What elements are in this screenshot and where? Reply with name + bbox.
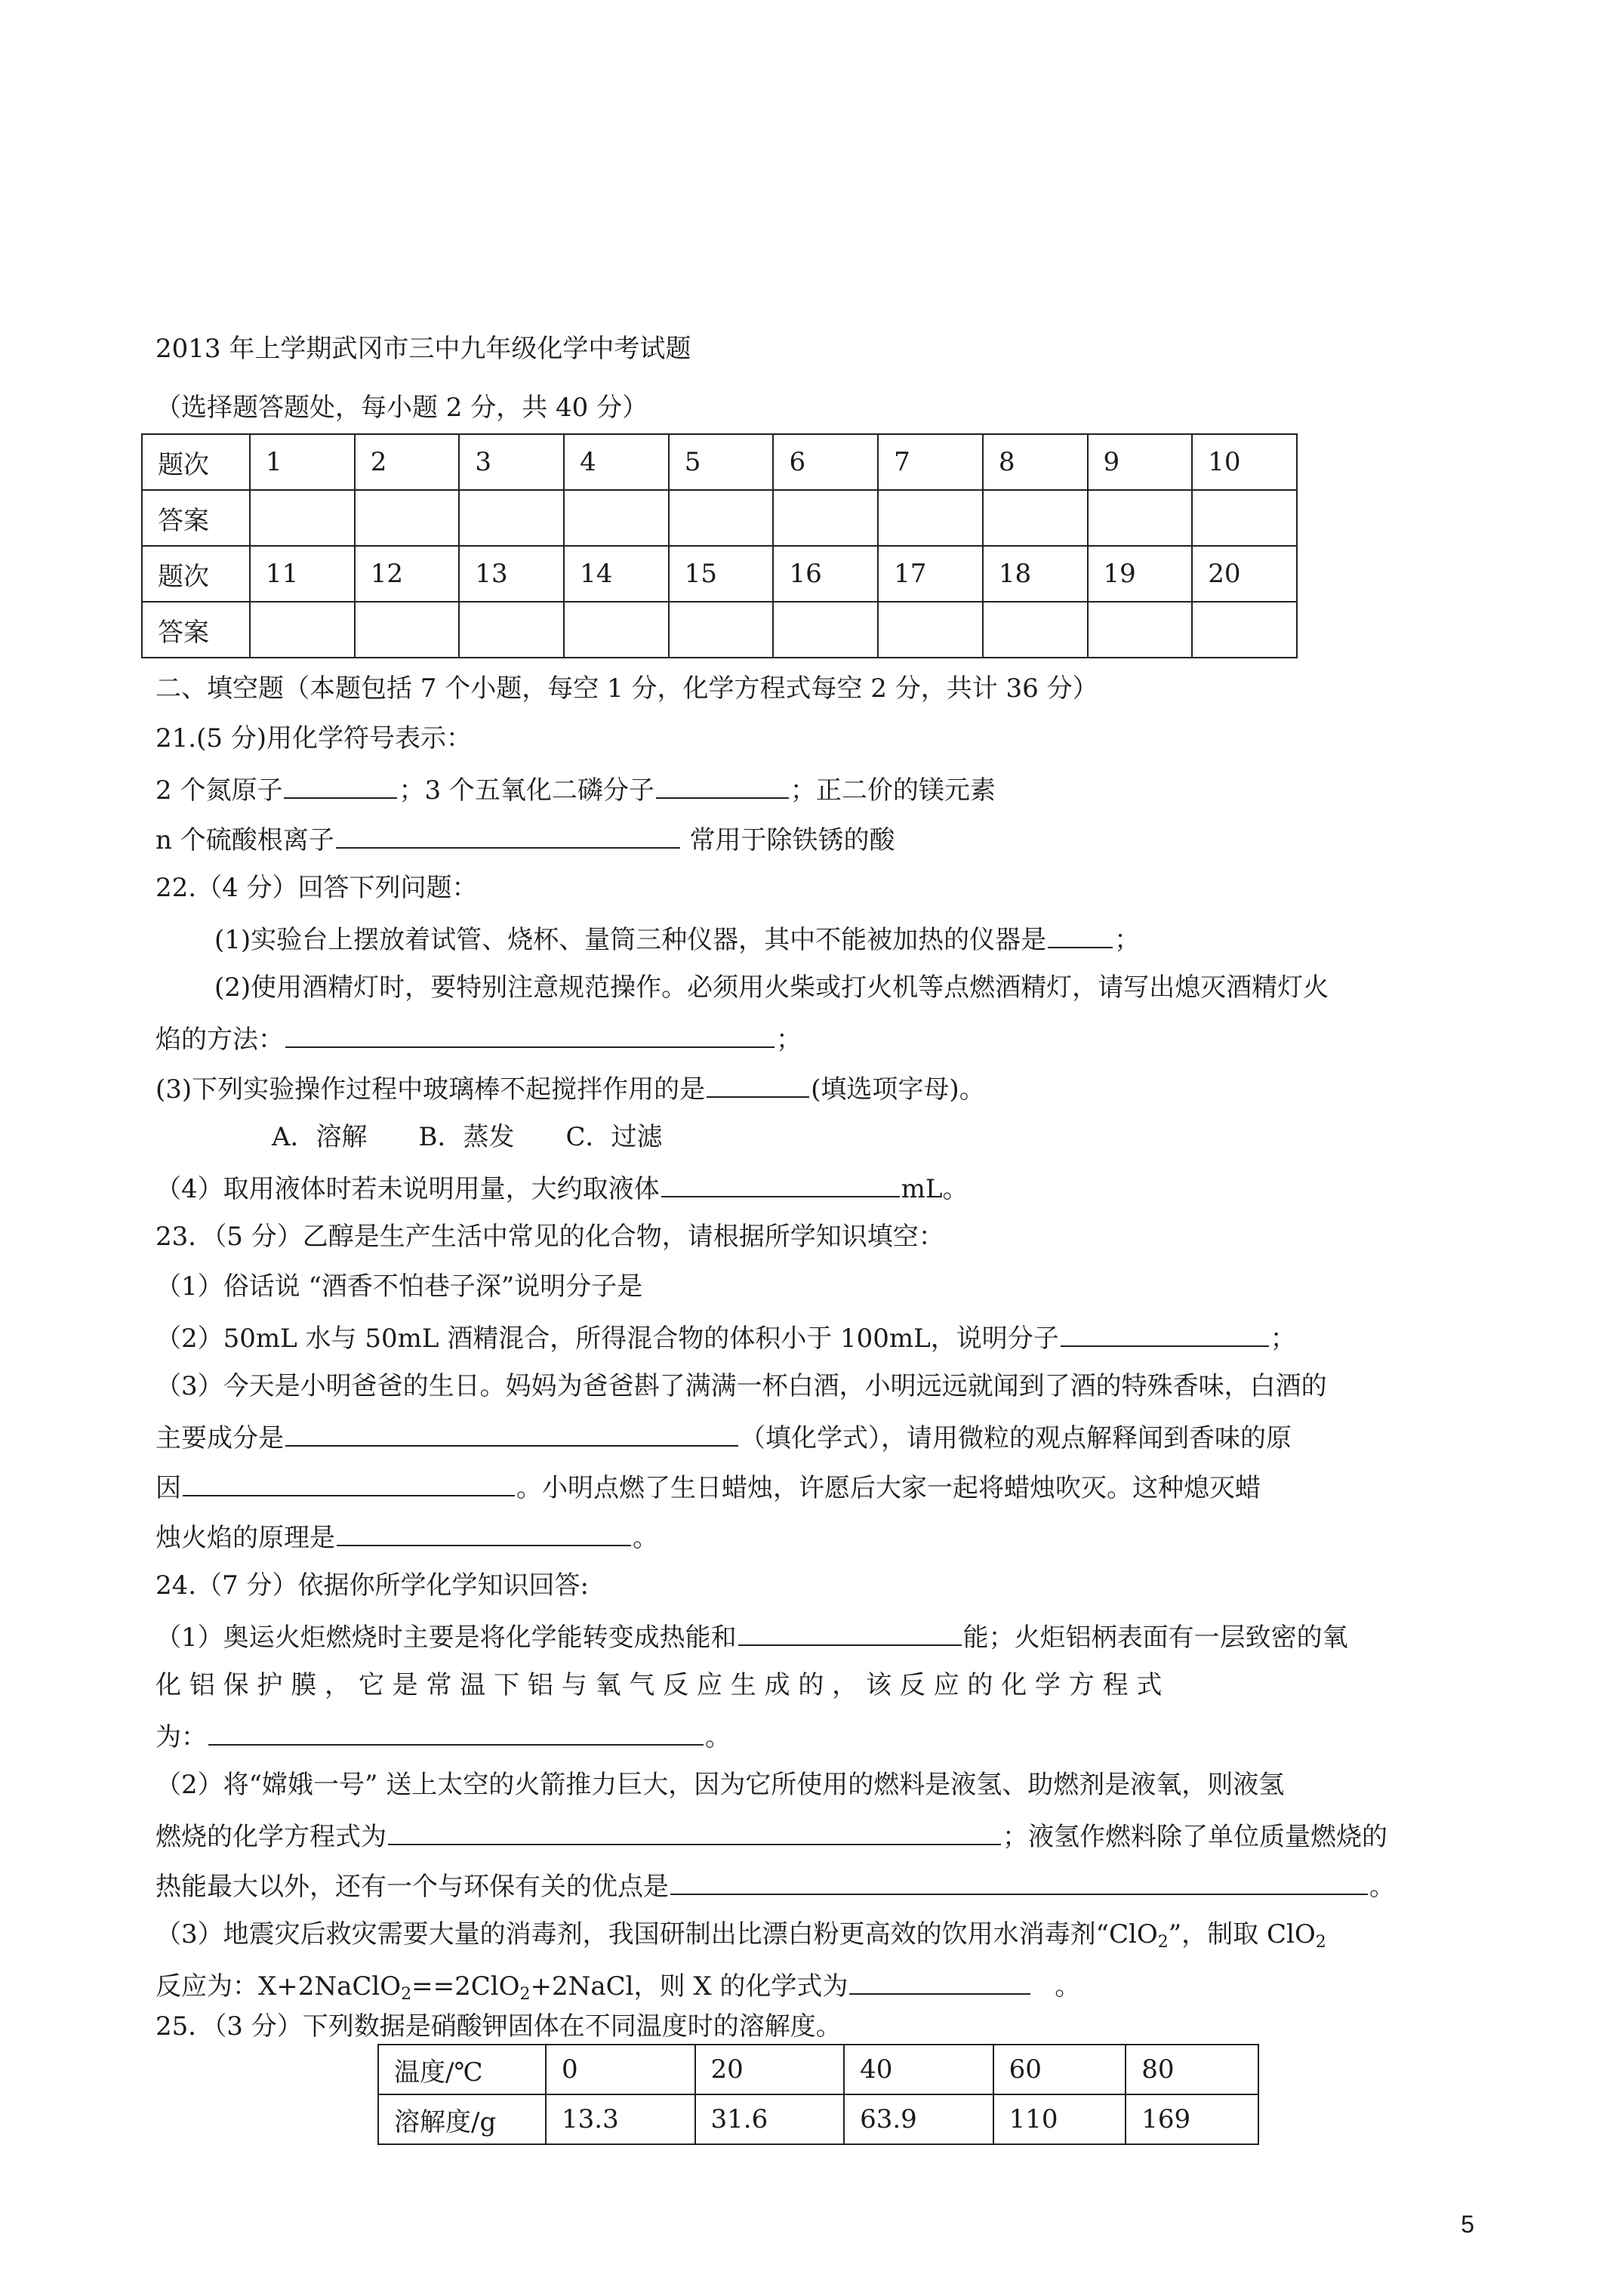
q21-prompt: 常用于除铁锈的酸 [681, 825, 895, 855]
question-number: 20 [1192, 546, 1297, 602]
q21-prompt: 2 个氮原子 [156, 775, 283, 806]
subscript: 2 [1315, 1933, 1326, 1952]
section-heading: 二、填空题（本题包括 7 个小题，每空 1 分，化学方程式每空 2 分，共计 36 分） [156, 673, 1098, 704]
question-number: 4 [564, 434, 669, 490]
q24-heading: 24.（7 分）依据你所学化学知识回答: [156, 1570, 589, 1601]
table-row [142, 490, 1297, 546]
q24-prompt: +2NaCl，则 X 的化学式为 [530, 1971, 848, 2002]
q22-prompt: mL。 [901, 1174, 969, 1204]
row-label-answer: 答案 [142, 602, 250, 658]
table-cell: 169 [1126, 2094, 1258, 2144]
q21-heading: 21.(5 分)用化学符号表示： [156, 723, 473, 754]
q24-part1-cont: 化 铝 保 护 膜 ， 它 是 常 温 下 铝 与 氧 气 反 应 生 成 的 ， 该 反 应 的 化 学 方 程 式 [156, 1670, 1163, 1700]
question-number: 9 [1088, 434, 1193, 490]
table-cell: 31.6 [695, 2094, 845, 2144]
q21-line2 [156, 821, 895, 857]
q23-prompt: （填化学式），请用微粒的观点解释闻到香味的原 [740, 1423, 1292, 1453]
q22-part2: (2)使用酒精灯时，要特别注意规范操作。必须用火柴或打火机等点燃酒精灯，请写出熄灭酒精灯火 [214, 972, 1329, 1003]
q23-part3-cont [156, 1469, 1261, 1505]
answer-blank[interactable] [208, 1718, 704, 1746]
q24-part3 [156, 1918, 1326, 1951]
question-number: 11 [250, 546, 355, 602]
q24-part3-cont [156, 1968, 1080, 2003]
q22-part3 [156, 1071, 985, 1106]
q24-prompt: 燃烧的化学方程式为 [156, 1822, 387, 1852]
row-label-answer: 答案 [142, 490, 250, 546]
answer-blank[interactable] [336, 821, 680, 849]
answer-blank[interactable] [670, 1868, 1368, 1895]
q24-prompt: 。 [705, 1722, 731, 1752]
q22-options: A．溶解 B．蒸发 C．过滤 [272, 1122, 663, 1152]
q24-prompt: 。 [1369, 1872, 1395, 1902]
answer-cell[interactable] [355, 602, 460, 658]
q24-part1 [156, 1619, 1348, 1654]
answer-blank[interactable] [284, 772, 397, 799]
q22-part2-cont [156, 1021, 802, 1056]
q23-part3-cont [156, 1519, 658, 1555]
answer-blank[interactable] [285, 1419, 738, 1447]
question-number: 17 [878, 546, 983, 602]
q22-prompt: (3)下列实验操作过程中玻璃棒不起搅拌作用的是 [156, 1074, 706, 1105]
q22-prompt: ； [776, 1025, 802, 1055]
q22-prompt: (填选项字母)。 [811, 1074, 985, 1105]
q22-prompt: 焰的方法： [156, 1025, 284, 1055]
subscript: 2 [519, 1985, 531, 2004]
answer-cell[interactable] [250, 602, 355, 658]
answer-cell[interactable] [669, 490, 774, 546]
answer-cell[interactable] [669, 602, 774, 658]
q24-prompt: 反应为：X+2NaClO [156, 1971, 402, 2002]
q23-prompt: ； [1270, 1324, 1296, 1354]
table-cell: 13.3 [546, 2094, 695, 2144]
q23-prompt: （2）50mL 水与 50mL 酒精混合，所得混合物的体积小于 100mL，说明分子 [156, 1324, 1059, 1354]
answer-blank[interactable] [849, 1968, 1030, 1995]
question-number: 1 [250, 434, 355, 490]
row-label-temperature: 温度/℃ [378, 2045, 546, 2094]
q21-prompt: n 个硫酸根离子 [156, 825, 334, 855]
question-number: 19 [1088, 546, 1193, 602]
answer-cell[interactable] [983, 490, 1088, 546]
table-cell: 20 [695, 2045, 845, 2094]
q22-heading: 22.（4 分）回答下列问题： [156, 873, 478, 903]
table-cell: 0 [546, 2045, 695, 2094]
table-row [378, 2045, 1258, 2094]
answer-blank[interactable] [1061, 1320, 1269, 1347]
answer-cell[interactable] [878, 602, 983, 658]
q25-heading: 25．（3 分）下列数据是硝酸钾固体在不同温度时的溶解度。 [156, 2011, 842, 2042]
row-label-question: 题次 [142, 546, 250, 602]
answer-blank[interactable] [183, 1469, 515, 1496]
q24-prompt: ；液氢作燃料除了单位质量燃烧的 [1002, 1822, 1387, 1852]
table-row [378, 2094, 1258, 2144]
q22-prompt: ； [1114, 925, 1141, 955]
q24-part2-cont [156, 1818, 1387, 1854]
answer-cell[interactable] [564, 490, 669, 546]
question-number: 3 [459, 434, 564, 490]
q24-part2: （2）将“嫦娥一号” 送上太空的火箭推力巨大，因为它所使用的燃料是液氢、助燃剂是液氧，则液氢 [156, 1770, 1285, 1800]
q22-part4 [156, 1170, 968, 1206]
q23-prompt: 因 [156, 1473, 181, 1503]
answer-blank[interactable] [707, 1071, 809, 1098]
answer-cell[interactable] [459, 490, 564, 546]
answer-cell[interactable] [1192, 602, 1297, 658]
q21-prompt: ；3 个五氧化二磷分子 [399, 775, 654, 806]
row-label-question: 题次 [142, 434, 250, 490]
answer-cell[interactable] [773, 602, 878, 658]
q23-part2 [156, 1320, 1296, 1355]
answer-blank[interactable] [285, 1021, 775, 1048]
question-number: 7 [878, 434, 983, 490]
answer-blank[interactable] [738, 1619, 962, 1646]
question-number: 6 [773, 434, 878, 490]
q24-prompt: 热能最大以外，还有一个与环保有关的优点是 [156, 1872, 669, 1902]
subscript: 2 [401, 1985, 412, 2004]
q24-prompt: ==2ClO [411, 1971, 520, 2002]
q21-line1 [156, 772, 996, 807]
question-number: 15 [669, 546, 774, 602]
page-number: 5 [1461, 2211, 1474, 2238]
q24-prompt: 为： [156, 1722, 207, 1752]
q23-prompt: 。 [633, 1523, 658, 1553]
answer-cell[interactable] [459, 602, 564, 658]
mc-note: （选择题答题处，每小题 2 分，共 40 分） [156, 393, 648, 423]
table-cell: 40 [844, 2045, 993, 2094]
row-label-solubility: 溶解度/g [378, 2094, 546, 2144]
q24-prompt: （3）地震灾后救灾需要大量的消毒剂，我国研制出比漂白粉更高效的饮用水消毒剂“ClO [156, 1919, 1158, 1949]
answer-blank[interactable] [656, 772, 789, 799]
q24-prompt: ”，制取 ClO [1168, 1919, 1316, 1949]
answer-blank[interactable] [388, 1818, 1001, 1845]
answer-cell[interactable] [355, 490, 460, 546]
exam-title: 2013 年上学期武冈市三中九年级化学中考试题 [156, 334, 691, 364]
answer-cell[interactable] [564, 602, 669, 658]
q24-prompt: 能；火炬铝柄表面有一层致密的氧 [962, 1623, 1348, 1653]
question-number: 18 [983, 546, 1088, 602]
q22-part1 [214, 921, 1140, 957]
question-number: 10 [1192, 434, 1297, 490]
q24-part1-cont [156, 1718, 731, 1754]
answer-blank[interactable] [1048, 921, 1113, 948]
q23-prompt: 烛火焰的原理是 [156, 1523, 335, 1553]
q23-part1: （1）俗话说 “酒香不怕巷子深”说明分子是 [156, 1271, 643, 1302]
answer-cell[interactable] [1088, 490, 1193, 546]
table-row [142, 602, 1297, 658]
question-number: 13 [459, 546, 564, 602]
q24-prompt: （1）奥运火炬燃烧时主要是将化学能转变成热能和 [156, 1623, 737, 1653]
solubility-table [377, 2044, 1259, 2145]
question-number: 8 [983, 434, 1088, 490]
question-number: 2 [355, 434, 460, 490]
table-cell: 110 [993, 2094, 1126, 2144]
answer-table [141, 433, 1298, 658]
table-row [142, 546, 1297, 602]
question-number: 12 [355, 546, 460, 602]
table-row [142, 434, 1297, 490]
answer-cell[interactable] [983, 602, 1088, 658]
q23-prompt: 主要成分是 [156, 1423, 284, 1453]
answer-cell[interactable] [773, 490, 878, 546]
answer-cell[interactable] [1088, 602, 1193, 658]
question-number: 14 [564, 546, 669, 602]
answer-cell[interactable] [1192, 490, 1297, 546]
question-number: 16 [773, 546, 878, 602]
question-number: 5 [669, 434, 774, 490]
answer-cell[interactable] [250, 490, 355, 546]
subscript: 2 [1157, 1933, 1169, 1952]
q24-prompt: 。 [1055, 1971, 1081, 2002]
answer-cell[interactable] [878, 490, 983, 546]
q22-prompt: （4）取用液体时若未说明用量，大约取液体 [156, 1174, 660, 1204]
q23-part3: （3）今天是小明爸爸的生日。妈妈为爸爸斟了满满一杯白酒，小明远远就闻到了酒的特殊香味，白酒的 [156, 1371, 1327, 1401]
q24-part2-cont [156, 1868, 1395, 1903]
answer-blank[interactable] [337, 1519, 631, 1546]
q23-heading: 23．（5 分）乙醇是生产生活中常见的化合物，请根据所学知识填空： [156, 1222, 944, 1252]
q22-prompt: (1)实验台上摆放着试管、烧杯、量筒三种仪器，其中不能被加热的仪器是 [214, 925, 1047, 955]
table-cell: 60 [993, 2045, 1126, 2094]
q23-prompt: 。小明点燃了生日蜡烛，许愿后大家一起将蜡烛吹灭。这种熄灭蜡 [516, 1473, 1261, 1503]
table-cell: 63.9 [844, 2094, 993, 2144]
answer-blank[interactable] [661, 1170, 900, 1197]
table-cell: 80 [1126, 2045, 1258, 2094]
q21-prompt: ；正二价的镁元素 [790, 775, 996, 806]
q23-part3-cont [156, 1419, 1292, 1455]
